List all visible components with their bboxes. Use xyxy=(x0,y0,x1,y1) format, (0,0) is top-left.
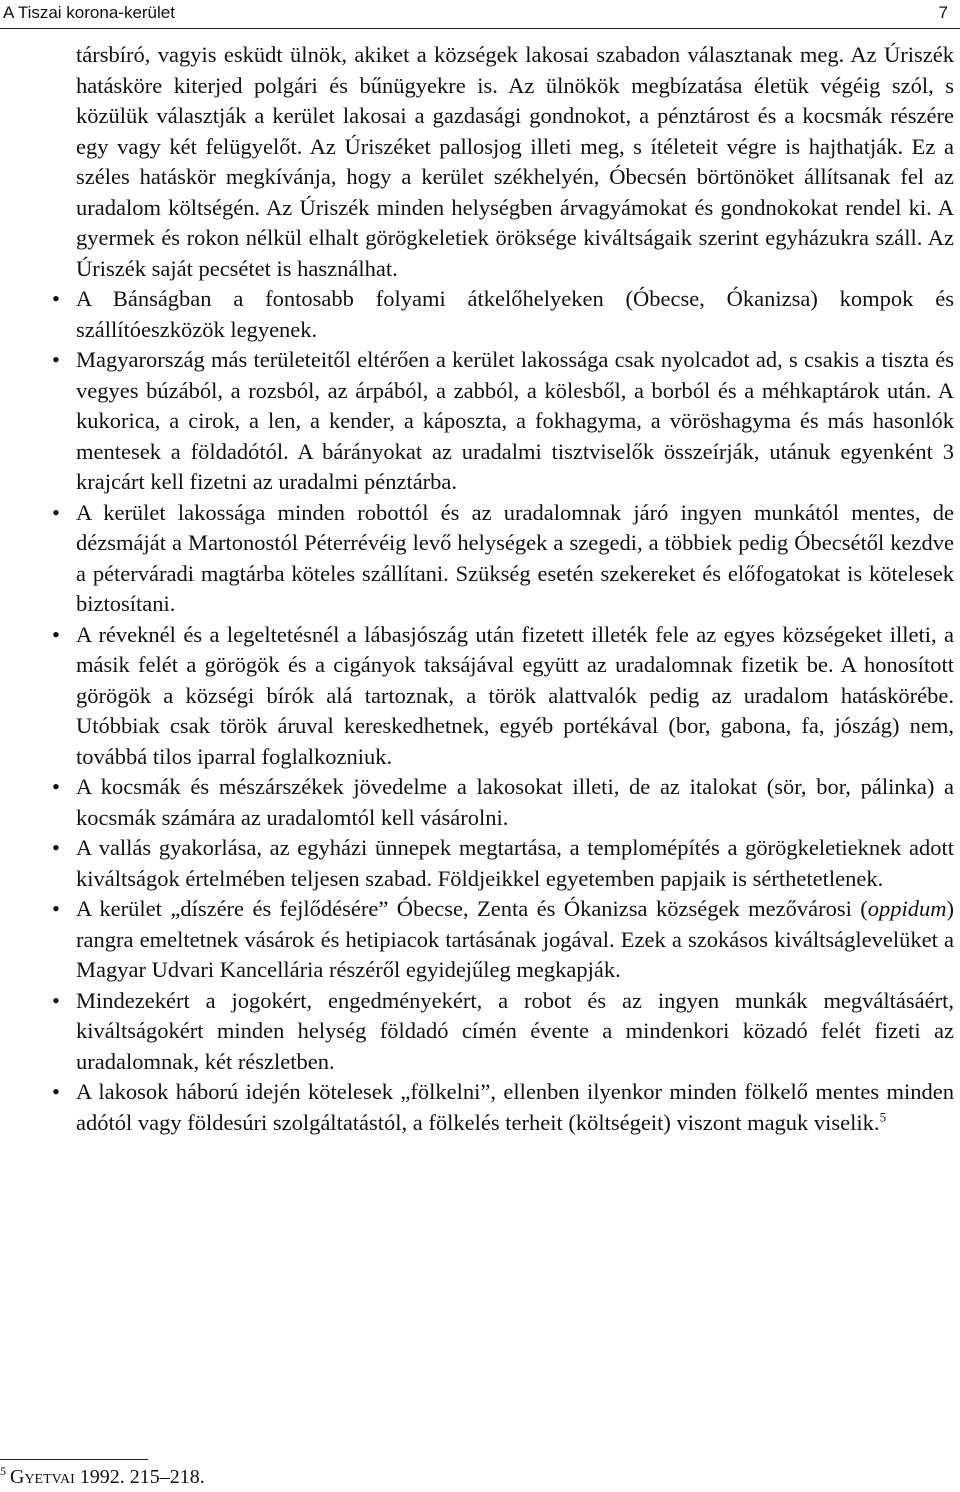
bullet-icon: • xyxy=(52,835,60,860)
bullet-icon: • xyxy=(52,896,60,921)
list-item-text: A kerület lakossága minden robottól és az uradalomnak járó ingyen munkától mentes, de dézsmáját a Martonostól Péterrévéig levő helységek a szegedi, a többiek pedig Óbecsétől kezdve a péterváradi magtárba köteles szállítani. Szükség esetén szekereket és előfogatokat is kötelesek biztosítani. xyxy=(76,499,954,616)
bullet-icon: • xyxy=(52,621,60,647)
list-item-text: A réveknél és a legeltetésnél a lábasjószág után fizetett illeték fele az egyes községeket illeti, a másik felét a görögök és a cigányok taksájával együtt az uradalomnak fizetik be. A honosított görögök a községi bírók alá tartoznak, a török alattvalók pedig az uradalom hatáskörébe. Utóbbiak csak török áruval kereskedhetnek, egyéb portékával (bor, gabona, fa, jószág) nem, továbbá tilos iparral foglalkozniuk. xyxy=(76,621,954,769)
footnote-reference[interactable]: 5 xyxy=(879,1109,887,1124)
italic-term: oppidum xyxy=(867,896,947,921)
page-number: 7 xyxy=(938,3,948,22)
running-head xyxy=(0,0,960,29)
footnote xyxy=(0,1465,205,1489)
list-item-text: A vallás gyakorlása, az egyházi ünnepek megtartása, a templomépítés a görögkeletieknek adott kiváltságok értelmében teljesen szabad. Földjeikkel egyetemben papjaik is sérthetetlenek. xyxy=(76,835,954,891)
bullet-icon: • xyxy=(52,347,60,372)
bullet-icon: • xyxy=(52,499,60,525)
list-item xyxy=(52,772,954,833)
list-item xyxy=(52,498,954,620)
list-item-text xyxy=(76,896,954,982)
list-item xyxy=(52,284,954,345)
bullet-icon: • xyxy=(52,987,60,1013)
list-item-text-part: ) rangra emeltetnek vásárok és hetipiacok tartásának jogával. Ezek a szokásos kiváltságlevelüket a Magyar Udvari Kancellária részéről egyidejűleg megkapják. xyxy=(76,896,954,982)
intro-paragraph: társbíró, vagyis esküdt ülnök, akiket a községek lakosai szabadon választanak meg. Az Úriszék hatásköre kiterjed polgári és bűnügyekre is. Az ülnökök megbízatása életük végéig szól, s közülük választják a kerület lakosai a gazdasági gondnokot, a pénztárost és a kocsmák részére egy vagy két felügyelőt. Az Úriszéket pallosjog illeti meg, s ítéleteit végre is hajthatják. Ez a széles hatáskör megkívánja, hogy a kerület székhelyén, Óbecsén börtönöket állítsanak fel az uradalom költségén. Az Úriszék minden helységben árvagyámokat és gondnokokat rendel ki. A gyermek és rokon nélkül elhalt görögkeletiek öröksége kiváltságaik szerint egyházukra száll. Az Úriszék saját pecsétet is használhat. xyxy=(76,42,954,281)
list-item-text: Magyarország más területeitől eltérően a kerület lakossága csak nyolcadot ad, s csakis a tiszta és vegyes búzából, a rozsból, az árpából, a zabból, a kölesből, a borból és a méhkaptárok után. A kukorica, a cirok, a len, a kender, a káposzta, a fokhagyma, a vöröshagyma és más hasonlók mentesek a földadótól. A bárányokat az uradalmi tisztviselők összeírják, utánuk egyenként 3 krajcárt kell fizetni az uradalmi pénztárba. xyxy=(76,347,954,494)
bullet-icon: • xyxy=(52,1079,60,1104)
page-body xyxy=(52,40,954,1138)
running-head-title: A Tiszai korona-kerület xyxy=(3,3,175,22)
list-item xyxy=(52,894,954,986)
list-item xyxy=(52,345,954,498)
footnote-author: Gyetvai xyxy=(10,1466,75,1488)
list-item-text: A lakosok háború idején kötelesek „fölkelni”, ellenben ilyenkor minden fölkelő mentes minden adótól vagy földesúri szolgáltatástól, a fölkelés terheit (költségeit) viszont maguk viselik. xyxy=(76,1079,954,1135)
list-item xyxy=(52,833,954,894)
footnote-citation: 1992. 215–218. xyxy=(74,1466,205,1488)
list-item-text: A kocsmák és mészárszékek jövedelme a lakosokat illeti, de az italokat (sör, bor, pálinka) a kocsmák számára az uradalomtól kell vásárolni. xyxy=(76,774,954,830)
list-item xyxy=(52,1077,954,1138)
bullet-icon: • xyxy=(52,286,60,311)
provisions-list xyxy=(52,284,954,1138)
bullet-icon: • xyxy=(52,774,60,799)
list-item xyxy=(52,620,954,773)
footnote-divider xyxy=(0,1459,148,1460)
list-item-text-part: A kerület „díszére és fejlődésére” Óbecse, Zenta és Ókanizsa községek mezővárosi ( xyxy=(76,896,868,921)
list-item-text: A Bánságban a fontosabb folyami átkelőhelyeken (Óbecse, Ókanizsa) kompok és szállítóeszközök legyenek. xyxy=(76,286,954,342)
list-item-text: Mindezekért a jogokért, engedményekért, a robot és az ingyen munkák megváltásáért, kiváltságokért minden helység földadó címén évente a mindenkori közadó felét fizeti az uradalomnak, két részletben. xyxy=(76,987,954,1074)
list-item xyxy=(52,986,954,1078)
footnote-mark: 5 xyxy=(0,1464,6,1479)
